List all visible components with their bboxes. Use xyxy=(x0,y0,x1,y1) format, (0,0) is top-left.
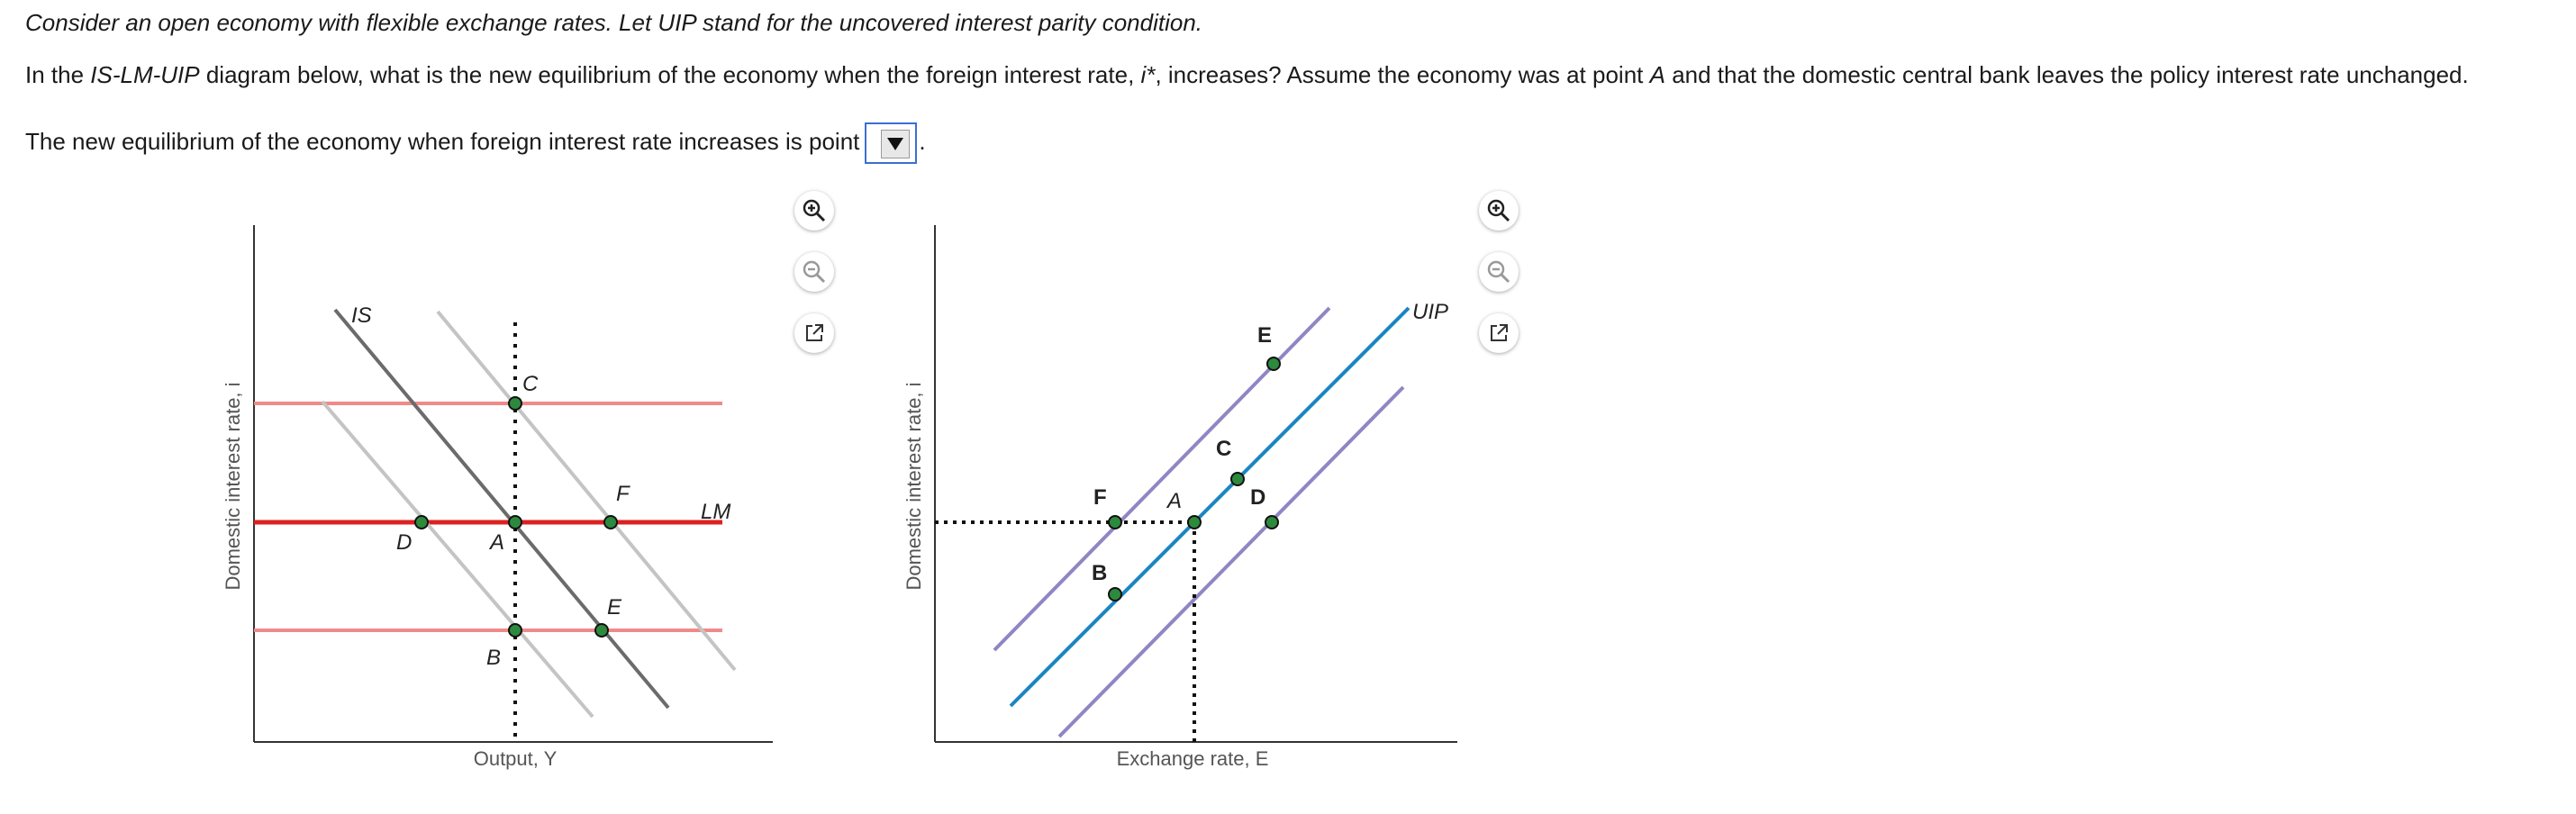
label-c: C xyxy=(522,372,539,396)
open-graph-button[interactable] xyxy=(1479,313,1519,353)
answer-dropdown[interactable] xyxy=(865,122,917,164)
prompt-part: In the xyxy=(25,61,91,88)
is-lm-graph xyxy=(207,180,802,779)
point-e xyxy=(595,624,608,637)
point-f xyxy=(604,516,617,529)
prompt-point-a: A xyxy=(1649,61,1665,88)
zoom-out-button[interactable] xyxy=(794,252,834,292)
question-text xyxy=(25,61,2469,89)
label-b: B xyxy=(1092,561,1108,585)
zoom-in-button[interactable] xyxy=(1479,191,1519,231)
external-link-icon xyxy=(1487,321,1510,345)
external-link-icon xyxy=(803,321,826,345)
is-curve xyxy=(335,310,668,708)
uip-graph xyxy=(890,180,1484,779)
label-b: B xyxy=(486,646,502,670)
y-axis-label: Domestic interest rate, i xyxy=(222,382,244,591)
prompt-diagram: IS-LM-UIP xyxy=(90,61,200,88)
uip-label: UIP xyxy=(1412,300,1449,324)
is-right-curve xyxy=(438,312,735,670)
zoom-in-icon xyxy=(802,198,827,223)
x-axis-label: Exchange rate, E xyxy=(1116,747,1269,770)
label-d: D xyxy=(1250,485,1266,510)
open-graph-button[interactable] xyxy=(794,313,834,353)
prompt-istar: i* xyxy=(1140,61,1156,88)
label-a: A xyxy=(1167,489,1183,513)
label-f: F xyxy=(1093,485,1107,510)
zoom-out-icon xyxy=(802,259,827,285)
point-c xyxy=(509,397,522,410)
label-e: E xyxy=(607,595,622,620)
point-a xyxy=(1188,516,1201,529)
point-a xyxy=(509,516,522,529)
answer-prefix: The new equilibrium of the economy when foreign interest rate increases is point xyxy=(25,127,860,155)
zoom-out-button[interactable] xyxy=(1479,252,1519,292)
is-label: IS xyxy=(351,303,372,328)
point-d xyxy=(415,516,428,529)
prompt-part: and that the domestic central bank leaves the policy interest rate unchanged. xyxy=(1664,61,2469,88)
answer-suffix: . xyxy=(919,127,926,155)
point-e xyxy=(1267,357,1280,370)
label-c: C xyxy=(1216,437,1232,461)
y-axis-label: Domestic interest rate, i xyxy=(903,382,925,591)
prompt-part: diagram below, what is the new equilibrium of the economy when the foreign interest rate, xyxy=(199,61,1141,88)
point-d xyxy=(1265,516,1278,529)
point-c xyxy=(1231,473,1244,485)
zoom-in-icon xyxy=(1486,198,1511,223)
uip-curve xyxy=(1011,308,1409,706)
point-b xyxy=(509,624,522,637)
intro-text: Consider an open economy with flexible exchange rates. Let UIP stand for the uncovered interest parity condition. xyxy=(25,9,1203,36)
point-f xyxy=(1109,516,1121,529)
label-e: E xyxy=(1257,323,1273,348)
zoom-out-icon xyxy=(1486,259,1511,285)
lm-label: LM xyxy=(701,500,731,524)
label-a: A xyxy=(490,530,505,555)
x-axis-label: Output, Y xyxy=(473,747,558,770)
label-d: D xyxy=(396,530,413,555)
prompt-part: , increases? Assume the economy was at point xyxy=(1155,61,1650,88)
zoom-in-button[interactable] xyxy=(794,191,834,231)
dropdown-arrow-icon xyxy=(881,130,910,158)
answer-line xyxy=(25,122,926,164)
label-f: F xyxy=(616,482,630,506)
point-b xyxy=(1109,588,1121,601)
